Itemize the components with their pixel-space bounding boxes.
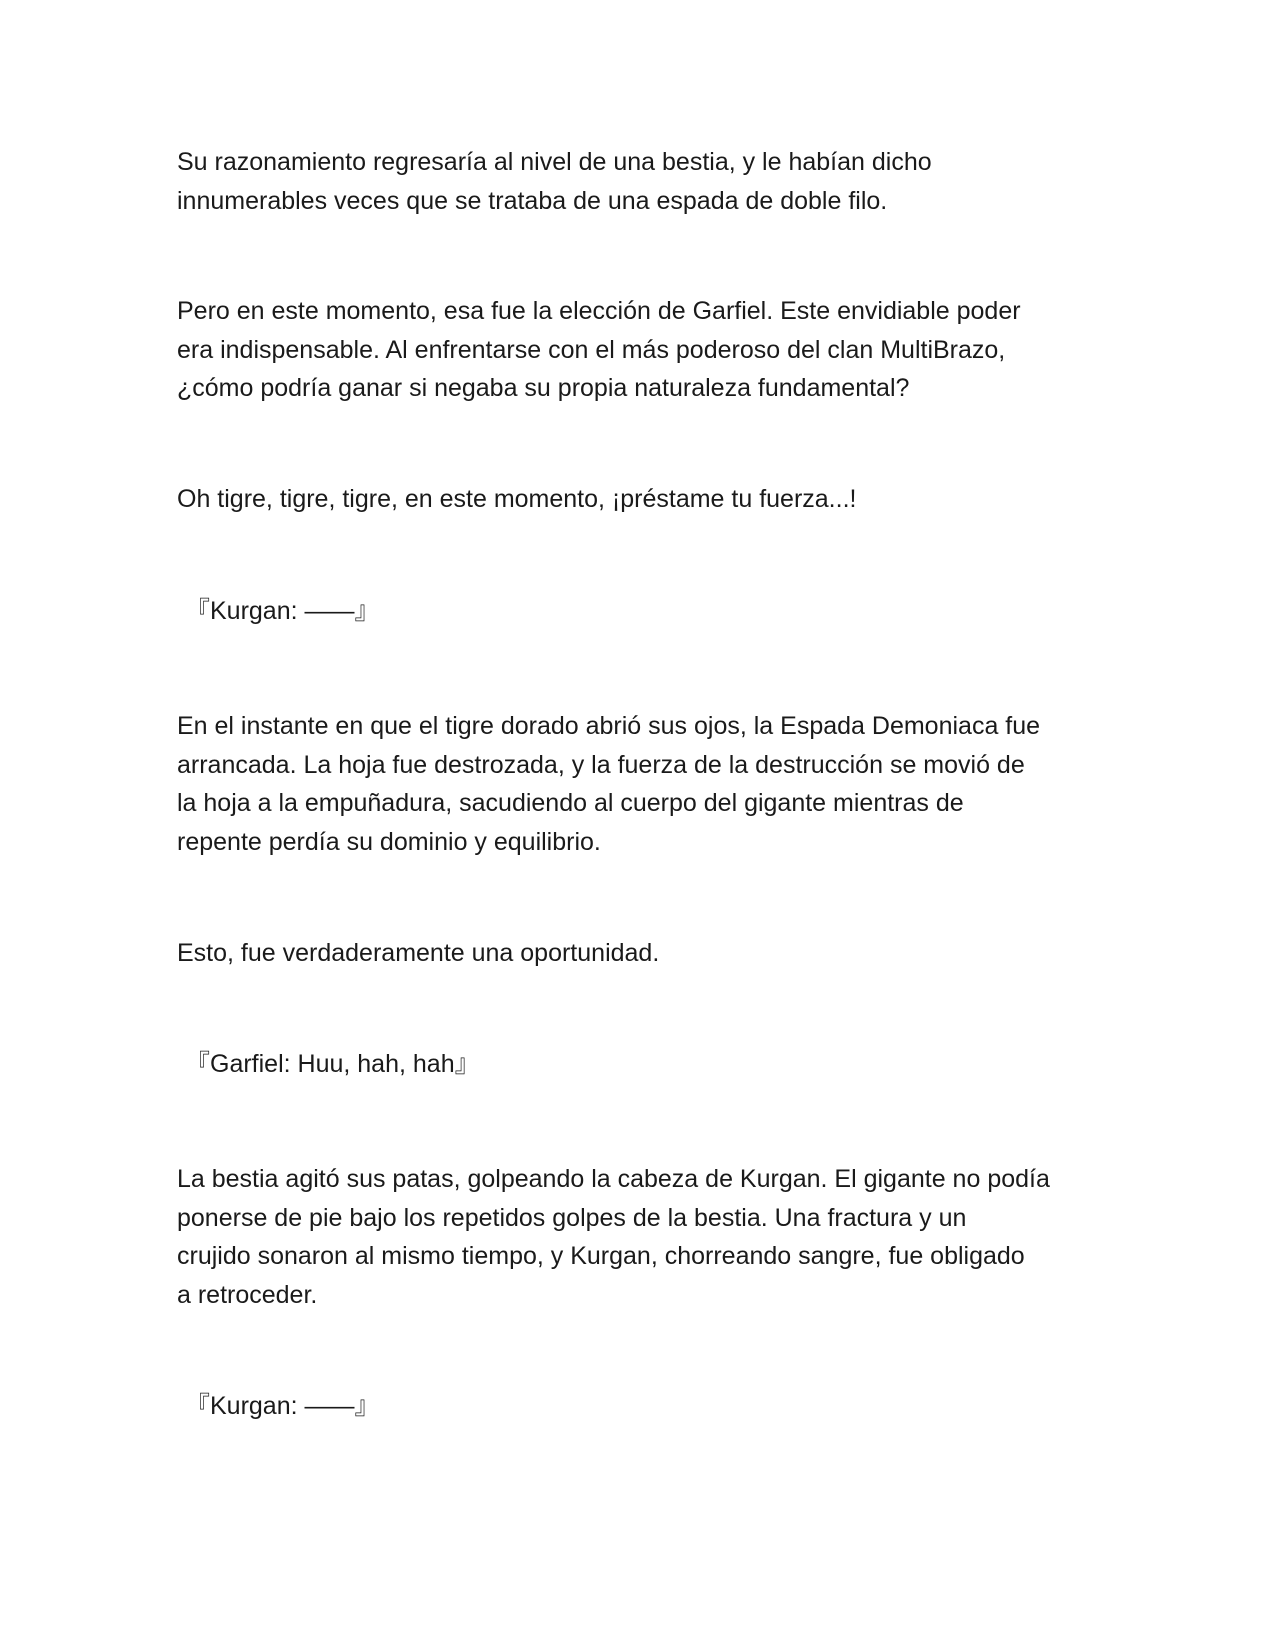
paragraph-line: En el instante en que el tigre dorado abrió sus ojos, la Espada Demoniaca fue bbox=[177, 712, 1041, 740]
dialogue-kurgan-2 bbox=[185, 1387, 1105, 1426]
paragraph-5 bbox=[177, 707, 1097, 861]
dialogue-line: 『Garfiel: Huu, hah, hah』 bbox=[185, 1050, 480, 1078]
paragraph-line: la hoja a la empuñadura, sacudiendo al cuerpo del gigante mientras de bbox=[177, 789, 964, 817]
paragraph-line: La bestia agitó sus patas, golpeando la cabeza de Kurgan. El gigante no podía bbox=[177, 1165, 1050, 1193]
paragraph-2 bbox=[177, 292, 1097, 408]
paragraph-line: ponerse de pie bajo los repetidos golpes de la bestia. Una fractura y un bbox=[177, 1203, 967, 1232]
paragraph-line: crujido sonaron al mismo tiempo, y Kurgan, chorreando sangre, fue obligado bbox=[177, 1242, 1025, 1270]
paragraph-line: a retroceder. bbox=[177, 1280, 318, 1309]
paragraph-line: era indispensable. Al enfrentarse con el más poderoso del clan MultiBrazo, bbox=[177, 335, 1006, 364]
dialogue-garfiel bbox=[185, 1045, 1105, 1084]
paragraph-line: arrancada. La hoja fue destrozada, y la fuerza de la destrucción se movió de bbox=[177, 750, 1025, 779]
dialogue-line: 『Kurgan: ——』 bbox=[185, 597, 380, 625]
paragraph-3 bbox=[177, 480, 1097, 519]
paragraph-line: Esto, fue verdaderamente una oportunidad. bbox=[177, 939, 660, 967]
paragraph-8 bbox=[177, 1160, 1097, 1314]
paragraph-6 bbox=[177, 934, 1097, 973]
dialogue-kurgan-1 bbox=[185, 592, 1105, 631]
paragraph-line: Su razonamiento regresaría al nivel de una bestia, y le habían dicho bbox=[177, 148, 932, 176]
paragraph-line: innumerables veces que se trataba de una espada de doble filo. bbox=[177, 186, 888, 215]
paragraph-line: repente perdía su dominio y equilibrio. bbox=[177, 827, 601, 856]
paragraph-line: ¿cómo podría ganar si negaba su propia naturaleza fundamental? bbox=[177, 374, 910, 402]
paragraph-1 bbox=[177, 143, 1097, 220]
dialogue-line: 『Kurgan: ——』 bbox=[185, 1392, 380, 1420]
paragraph-line: Pero en este momento, esa fue la elección de Garfiel. Este envidiable poder bbox=[177, 297, 1021, 325]
paragraph-line: Oh tigre, tigre, tigre, en este momento, ¡préstame tu fuerza...! bbox=[177, 485, 857, 513]
